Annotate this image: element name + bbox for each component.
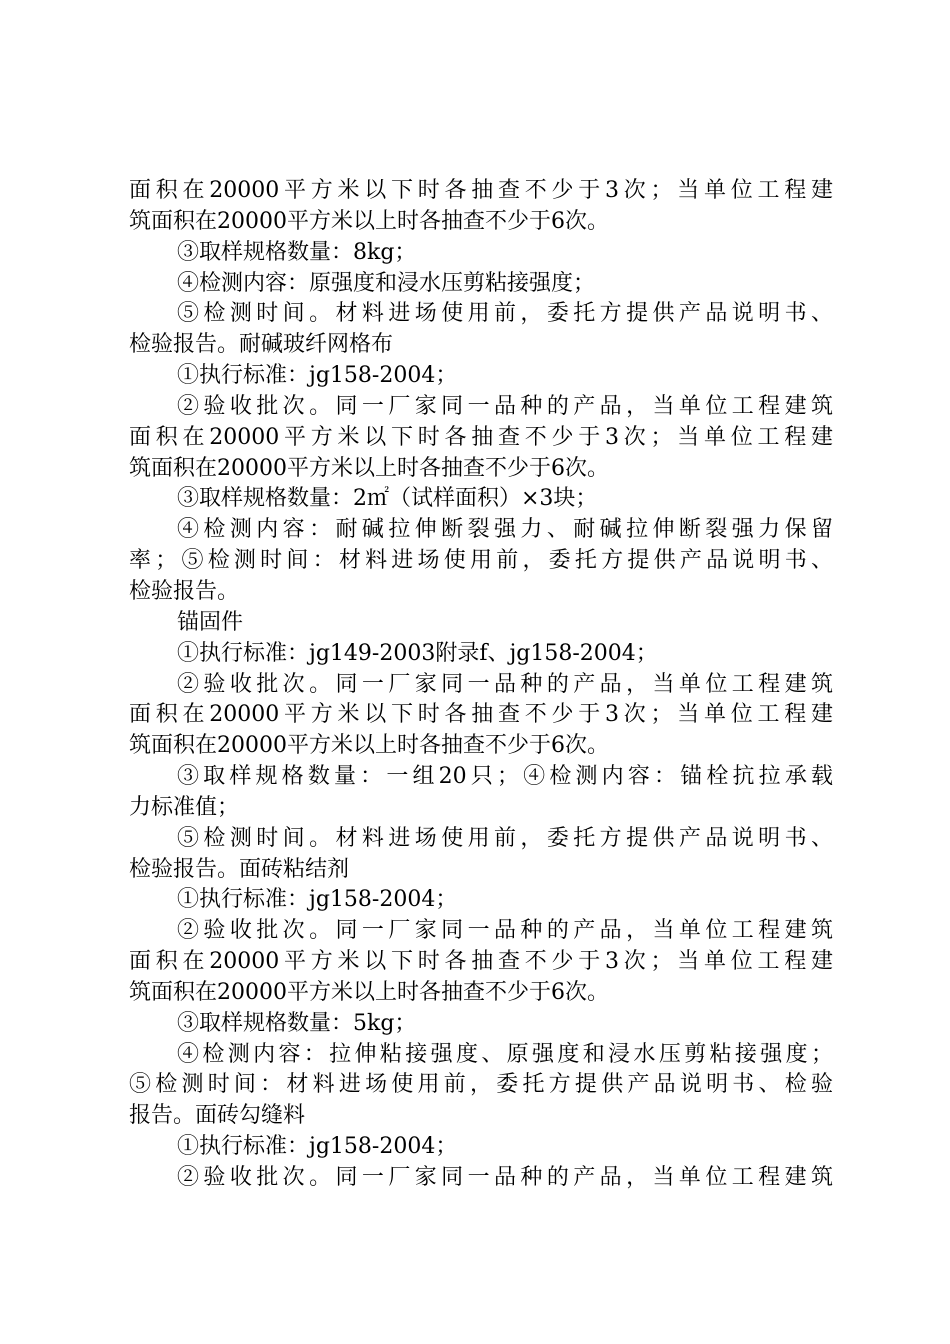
text-line: ①执行标准：jg149-2003附录f、jg158-2004； — [177, 640, 658, 666]
text-line: 检验报告。耐碱玻纤网格布 — [129, 332, 394, 358]
document-body — [129, 176, 833, 1194]
text-line: ④检测内容：耐碱拉伸断裂强力、耐碱拉伸断裂强力保留 — [177, 517, 833, 543]
text-line: 锚固件 — [177, 609, 244, 635]
text-line: 面积在20000平方米以下时各抽查不少于3次；当单位工程建 — [129, 178, 833, 203]
text-line: ③取样规格数量：8kg； — [177, 239, 417, 265]
text-line: ③取样规格数量：2㎡（试样面积）×3块； — [177, 486, 598, 512]
text-line: ④检测内容：拉伸粘接强度、原强度和浸水压剪粘接强度； — [177, 1041, 833, 1067]
text-line: 率；⑤检测时间：材料进场使用前，委托方提供产品说明书、 — [129, 548, 833, 574]
text-line: 面积在20000平方米以下时各抽查不少于3次；当单位工程建 — [129, 702, 833, 728]
text-line: ①执行标准：jg158-2004； — [177, 363, 458, 389]
text-line: ④检测内容：原强度和浸水压剪粘接强度； — [177, 270, 596, 296]
text-line: 检验报告。 — [129, 578, 240, 604]
text-line: ①执行标准：jg158-2004； — [177, 1134, 458, 1160]
text-line: 筑面积在20000平方米以上时各抽查不少于6次。 — [129, 979, 609, 1005]
text-line: ③取样规格数量：一组20只；④检测内容：锚栓抗拉承载 — [177, 764, 833, 790]
text-line: 面积在20000平方米以下时各抽查不少于3次；当单位工程建 — [129, 949, 833, 975]
text-line: 筑面积在20000平方米以上时各抽查不少于6次。 — [129, 455, 609, 481]
text-line: ②验收批次。同一厂家同一品种的产品，当单位工程建筑 — [177, 1165, 833, 1190]
text-line: ⑤检测时间。材料进场使用前，委托方提供产品说明书、 — [177, 301, 833, 327]
text-line: ③取样规格数量：5kg； — [177, 1010, 417, 1036]
text-line: ⑤检测时间。材料进场使用前，委托方提供产品说明书、 — [177, 825, 833, 851]
text-line: 筑面积在20000平方米以上时各抽查不少于6次。 — [129, 733, 609, 759]
text-line: 力标准值； — [129, 794, 240, 820]
text-line: ①执行标准：jg158-2004； — [177, 887, 458, 913]
text-line: ②验收批次。同一厂家同一品种的产品，当单位工程建筑 — [177, 393, 833, 419]
text-line: ②验收批次。同一厂家同一品种的产品，当单位工程建筑 — [177, 671, 833, 697]
text-line: 筑面积在20000平方米以上时各抽查不少于6次。 — [129, 208, 609, 234]
text-line: ②验收批次。同一厂家同一品种的产品，当单位工程建筑 — [177, 918, 833, 944]
text-line: 报告。面砖勾缝料 — [129, 1103, 306, 1129]
text-line: 面积在20000平方米以下时各抽查不少于3次；当单位工程建 — [129, 424, 833, 450]
text-line: 检验报告。面砖粘结剂 — [129, 856, 350, 882]
text-line: ⑤检测时间：材料进场使用前，委托方提供产品说明书、检验 — [129, 1072, 833, 1098]
